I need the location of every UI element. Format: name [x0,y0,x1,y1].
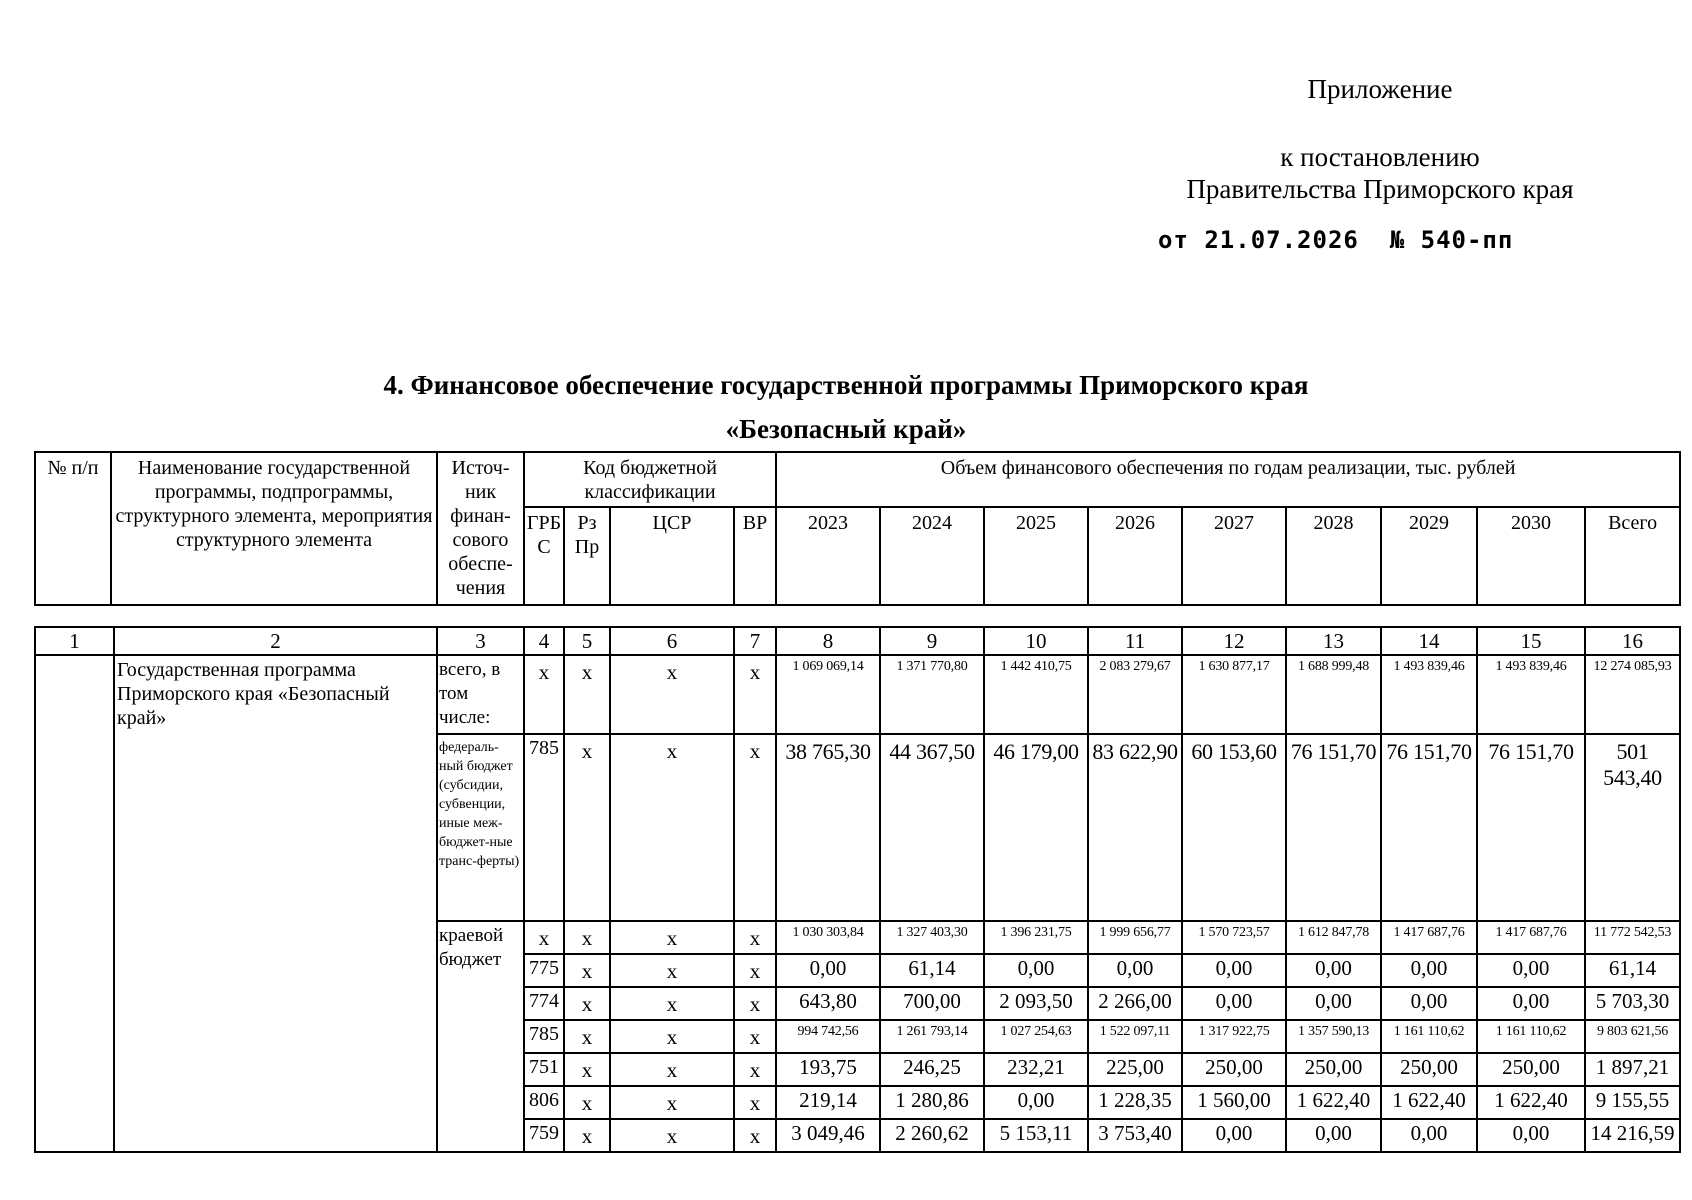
column-number: 5 [564,627,610,655]
year-value: 1 999 656,77 [1088,921,1182,954]
header-year: 2029 [1381,507,1477,605]
year-value: 219,14 [776,1086,880,1119]
year-value: 1 030 303,84 [776,921,880,954]
year-value: 76 151,70 [1477,734,1585,921]
year-value: 2 266,00 [1088,987,1182,1020]
year-value: 1 522 097,11 [1088,1020,1182,1053]
vr-code: х [734,921,776,954]
funding-source: федераль-ный бюджет (субсидии, субвенции, иные меж-бюджет-ные транс-ферты) [437,734,524,921]
rzpr-code: х [564,1086,610,1119]
header-year: 2030 [1477,507,1585,605]
row-number-cell [35,655,114,1152]
total-value: 14 216,59 [1585,1119,1680,1152]
rzpr-code: х [564,655,610,734]
funding-source: краевой бюджет [437,921,524,1152]
csr-code: х [610,734,734,921]
grbs-code: 759 [524,1119,564,1152]
table-row [35,655,1680,734]
year-value: 246,25 [880,1053,984,1086]
vr-code: х [734,954,776,987]
year-value: 1 622,40 [1286,1086,1381,1119]
year-value: 700,00 [880,987,984,1020]
csr-code: х [610,1119,734,1152]
year-value: 5 153,11 [984,1119,1088,1152]
year-value: 1 688 999,48 [1286,655,1381,734]
header-code-group: Код бюджетной классификации [524,452,776,507]
year-value: 1 612 847,78 [1286,921,1381,954]
csr-code: х [610,1086,734,1119]
header-year: 2028 [1286,507,1381,605]
rzpr-code: х [564,954,610,987]
year-value: 2 260,62 [880,1119,984,1152]
vr-code: х [734,1086,776,1119]
column-number: 9 [880,627,984,655]
year-value: 2 083 279,67 [1088,655,1182,734]
year-value: 225,00 [1088,1053,1182,1086]
year-value: 44 367,50 [880,734,984,921]
year-value: 1 493 839,46 [1381,655,1477,734]
year-value: 0,00 [1381,954,1477,987]
year-value: 2 093,50 [984,987,1088,1020]
header-year: 2026 [1088,507,1182,605]
header-year: 2027 [1182,507,1286,605]
rzpr-code: х [564,1053,610,1086]
year-value: 250,00 [1286,1053,1381,1086]
column-number: 2 [114,627,437,655]
year-value: 0,00 [1477,1119,1585,1152]
appendix-line1: к постановлению [1280,142,1480,172]
header-year: 2023 [776,507,880,605]
year-value: 1 622,40 [1477,1086,1585,1119]
year-value: 0,00 [1182,1119,1286,1152]
program-name: Государственная программа Приморского края «Безопасный край» [114,655,437,1152]
column-number: 4 [524,627,564,655]
header-total: Всего [1585,507,1680,605]
year-value: 0,00 [1182,954,1286,987]
year-value: 0,00 [1477,987,1585,1020]
header-num: № п/п [35,452,111,605]
vr-code: х [734,1119,776,1152]
total-value: 5 703,30 [1585,987,1680,1020]
grbs-code: 774 [524,987,564,1020]
rzpr-code: х [564,734,610,921]
header-volume-group: Объем финансового обеспечения по годам реализации, тыс. рублей [776,452,1680,507]
year-value: 232,21 [984,1053,1088,1086]
year-value: 1 371 770,80 [880,655,984,734]
year-value: 1 261 793,14 [880,1020,984,1053]
year-value: 3 753,40 [1088,1119,1182,1152]
total-value: 12 274 085,93 [1585,655,1680,734]
year-value: 3 049,46 [776,1119,880,1152]
column-number: 14 [1381,627,1477,655]
year-value: 76 151,70 [1381,734,1477,921]
rzpr-code: х [564,987,610,1020]
grbs-code: 785 [524,1020,564,1053]
year-value: 1 493 839,46 [1477,655,1585,734]
funding-source: всего, в том числе: [437,655,524,734]
vr-code: х [734,1053,776,1086]
year-value: 250,00 [1182,1053,1286,1086]
vr-code: х [734,987,776,1020]
year-value: 643,80 [776,987,880,1020]
year-value: 1 357 590,13 [1286,1020,1381,1053]
year-value: 1 228,35 [1088,1086,1182,1119]
column-number: 1 [35,627,114,655]
year-value: 1 570 723,57 [1182,921,1286,954]
csr-code: х [610,921,734,954]
total-value: 1 897,21 [1585,1053,1680,1086]
financing-table [34,626,1681,1153]
header-vr: ВР [734,507,776,605]
year-value: 83 622,90 [1088,734,1182,921]
rzpr-code: х [564,1119,610,1152]
column-number: 3 [437,627,524,655]
column-number: 6 [610,627,734,655]
year-value: 0,00 [1381,1119,1477,1152]
total-value: 11 772 542,53 [1585,921,1680,954]
year-value: 250,00 [1381,1053,1477,1086]
header-grbs: ГРБ С [524,507,564,605]
document-title: 4. Финансовое обеспечение государственной программы Приморского края [383,370,1309,400]
year-value: 60 153,60 [1182,734,1286,921]
year-value: 1 417 687,76 [1477,921,1585,954]
year-value: 61,14 [880,954,984,987]
year-value: 1 161 110,62 [1381,1020,1477,1053]
grbs-code: 785 [524,734,564,921]
year-value: 0,00 [1286,987,1381,1020]
resolution-date-number: от 21.07.2026 № 540-пп [1158,226,1514,254]
csr-code: х [610,1053,734,1086]
column-number: 8 [776,627,880,655]
vr-code: х [734,655,776,734]
year-value: 38 765,30 [776,734,880,921]
header-year: 2024 [880,507,984,605]
column-number: 15 [1477,627,1585,655]
column-number: 7 [734,627,776,655]
vr-code: х [734,1020,776,1053]
year-value: 1 560,00 [1182,1086,1286,1119]
year-value: 1 327 403,30 [880,921,984,954]
vr-code: х [734,734,776,921]
rzpr-code: х [564,1020,610,1053]
column-number: 11 [1088,627,1182,655]
grbs-code: х [524,655,564,734]
year-value: 1 027 254,63 [984,1020,1088,1053]
year-value: 0,00 [776,954,880,987]
year-value: 46 179,00 [984,734,1088,921]
csr-code: х [610,987,734,1020]
total-value: 9 155,55 [1585,1086,1680,1119]
year-value: 0,00 [984,1086,1088,1119]
grbs-code: 751 [524,1053,564,1086]
grbs-code: 806 [524,1086,564,1119]
year-value: 193,75 [776,1053,880,1086]
column-number: 13 [1286,627,1381,655]
document-subtitle: «Безопасный край» [725,414,967,444]
csr-code: х [610,1020,734,1053]
header-rzpr: Рз Пр [564,507,610,605]
year-value: 994 742,56 [776,1020,880,1053]
year-value: 0,00 [1088,954,1182,987]
year-value: 1 630 877,17 [1182,655,1286,734]
year-value: 1 417 687,76 [1381,921,1477,954]
year-value: 76 151,70 [1286,734,1381,921]
header-csr: ЦСР [610,507,734,605]
appendix-line2: Правительства Приморского края [1186,174,1574,204]
year-value: 1 396 231,75 [984,921,1088,954]
table-header [34,451,1681,606]
grbs-code: х [524,921,564,954]
year-value: 250,00 [1477,1053,1585,1086]
header-name: Наименование государственной программы, подпрограммы, структурного элемента, мероприятия структурного элемента [111,452,437,605]
year-value: 0,00 [984,954,1088,987]
column-number-row [35,627,1680,655]
year-value: 0,00 [1182,987,1286,1020]
year-value: 0,00 [1286,954,1381,987]
header-source: Источ-ник финан-сового обеспе-чения [437,452,524,605]
csr-code: х [610,954,734,987]
year-value: 1 622,40 [1381,1086,1477,1119]
column-number: 16 [1585,627,1680,655]
year-value: 1 442 410,75 [984,655,1088,734]
total-value: 9 803 621,56 [1585,1020,1680,1053]
year-value: 1 161 110,62 [1477,1020,1585,1053]
year-value: 1 317 922,75 [1182,1020,1286,1053]
appendix-title: Приложение [1307,74,1453,104]
rzpr-code: х [564,921,610,954]
csr-code: х [610,655,734,734]
column-number: 10 [984,627,1088,655]
total-value: 501 543,40 [1585,734,1680,921]
year-value: 0,00 [1381,987,1477,1020]
grbs-code: 775 [524,954,564,987]
header-year: 2025 [984,507,1088,605]
total-value: 61,14 [1585,954,1680,987]
year-value: 1 280,86 [880,1086,984,1119]
year-value: 0,00 [1286,1119,1381,1152]
column-number: 12 [1182,627,1286,655]
year-value: 0,00 [1477,954,1585,987]
year-value: 1 069 069,14 [776,655,880,734]
